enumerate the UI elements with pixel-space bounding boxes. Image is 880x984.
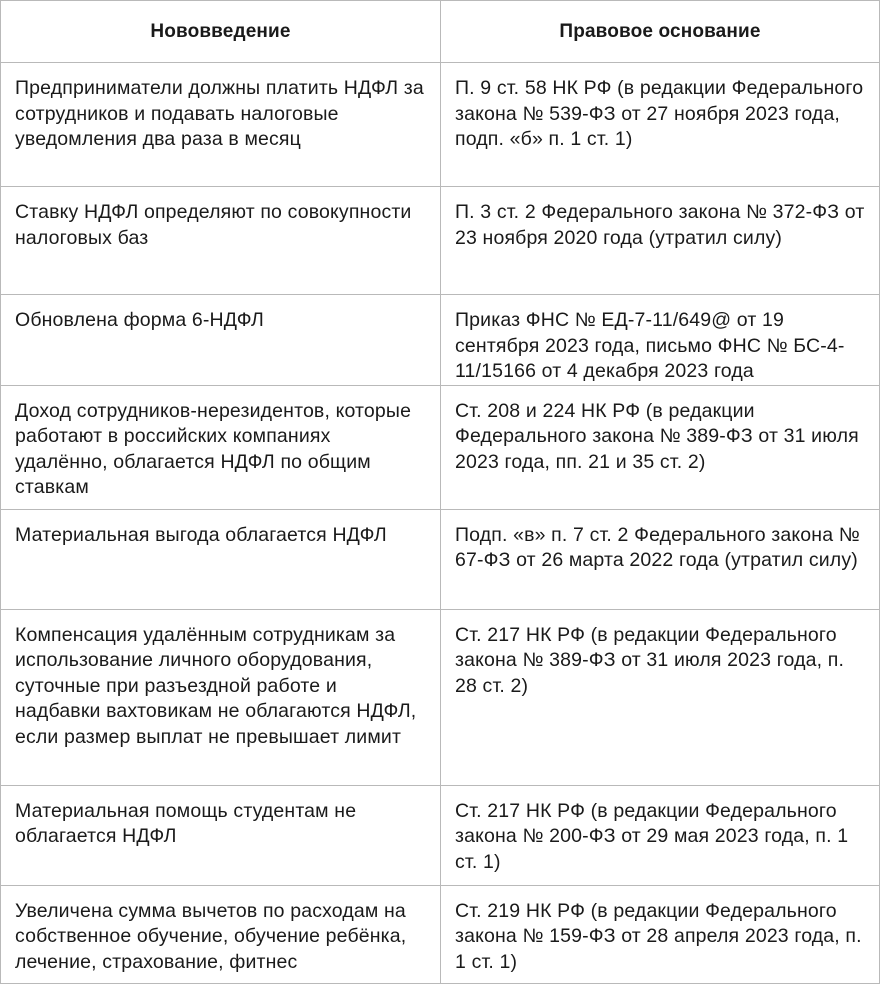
innovation-cell: Компенсация удалённым сотрудникам за использование личного оборудования, суточные при разъездной работе и надбавки вахтовикам не облагаются НДФЛ, если размер выплат не превышает лимит [1, 609, 441, 785]
innovation-cell: Доход сотрудников-нерезидентов, которые работают в российских компаниях удалённо, облагается НДФЛ по общим ставкам [1, 385, 441, 509]
header-legal-basis: Правовое основание [441, 1, 880, 63]
legal-basis-cell: Приказ ФНС № ЕД-7-11/649@ от 19 сентября 2023 года, письмо ФНС № БС-4-11/15166 от 4 декабря 2023 года [441, 295, 880, 386]
innovation-cell: Материальная помощь студентам не облагается НДФЛ [1, 785, 441, 885]
legal-basis-cell: П. 9 ст. 58 НК РФ (в редакции Федерального закона № 539-ФЗ от 27 ноября 2023 года, подп. «б» п. 1 ст. 1) [441, 63, 880, 187]
table-row [1, 609, 880, 785]
innovation-cell: Материальная выгода облагается НДФЛ [1, 509, 441, 609]
innovation-cell: Ставку НДФЛ определяют по совокупности налоговых баз [1, 187, 441, 295]
table-row [1, 187, 880, 295]
legal-basis-cell: Ст. 217 НК РФ (в редакции Федерального закона № 200-ФЗ от 29 мая 2023 года, п. 1 ст. 1) [441, 785, 880, 885]
table-row [1, 785, 880, 885]
table-header-row [1, 1, 880, 63]
header-innovation: Нововведение [1, 1, 441, 63]
legal-basis-cell: Ст. 208 и 224 НК РФ (в редакции Федерального закона № 389-ФЗ от 31 июля 2023 года, пп. 21 и 35 ст. 2) [441, 385, 880, 509]
table-row [1, 295, 880, 386]
table-row [1, 509, 880, 609]
legal-basis-cell: Ст. 217 НК РФ (в редакции Федерального закона № 389-ФЗ от 31 июля 2023 года, п. 28 ст. 2) [441, 609, 880, 785]
table-row [1, 885, 880, 983]
innovation-cell: Увеличена сумма вычетов по расходам на собственное обучение, обучение ребёнка, лечение, страхование, фитнес [1, 885, 441, 983]
innovation-cell: Обновлена форма 6-НДФЛ [1, 295, 441, 386]
legal-basis-cell: П. 3 ст. 2 Федерального закона № 372-ФЗ от 23 ноября 2020 года (утратил силу) [441, 187, 880, 295]
legal-basis-cell: Подп. «в» п. 7 ст. 2 Федерального закона № 67-ФЗ от 26 марта 2022 года (утратил силу) [441, 509, 880, 609]
legal-basis-cell: Ст. 219 НК РФ (в редакции Федерального закона № 159-ФЗ от 28 апреля 2023 года, п. 1 ст. 1) [441, 885, 880, 983]
table-row [1, 385, 880, 509]
innovation-cell: Предприниматели должны платить НДФЛ за сотрудников и подавать налоговые уведомления два раза в месяц [1, 63, 441, 187]
table-row [1, 63, 880, 187]
